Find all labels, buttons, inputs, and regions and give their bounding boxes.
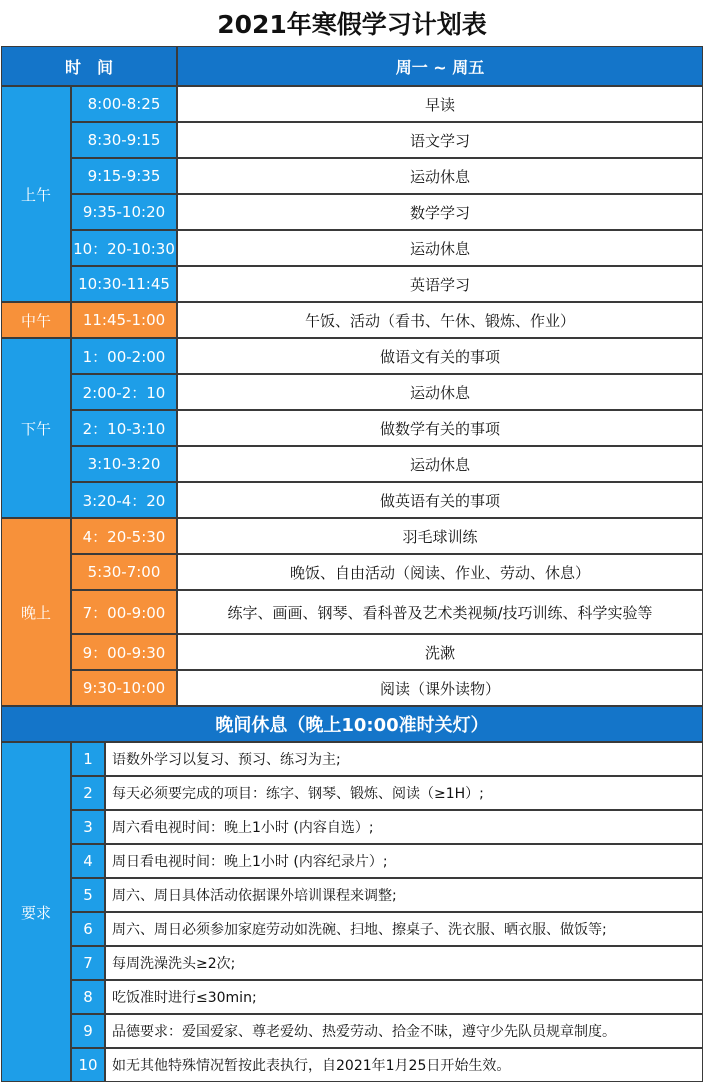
activity-cell: 阅读（课外读物） [177, 670, 703, 706]
period-label: 上午 [1, 86, 71, 302]
activity-cell: 运动休息 [177, 230, 703, 266]
time-slot: 9:30-10:00 [71, 670, 177, 706]
requirement-number: 8 [71, 980, 105, 1014]
activity-cell: 早读 [177, 86, 703, 122]
time-slot: 1：00-2:00 [71, 338, 177, 374]
requirement-text: 品德要求：爱国爱家、尊老爱幼、热爱劳动、拾金不昧，遵守少先队员规章制度。 [105, 1014, 703, 1048]
time-slot: 3:10-3:20 [71, 446, 177, 482]
requirement-number: 10 [71, 1048, 105, 1082]
time-slot: 4：20-5:30 [71, 518, 177, 554]
time-slot: 11:45-1:00 [71, 302, 177, 338]
time-slot: 8:30-9:15 [71, 122, 177, 158]
activity-cell: 做数学有关的事项 [177, 410, 703, 446]
requirement-number: 9 [71, 1014, 105, 1048]
requirement-text: 如无其他特殊情况暂按此表执行，自2021年1月25日开始生效。 [105, 1048, 703, 1082]
page-title: 2021年寒假学习计划表 [217, 10, 487, 39]
header-days: 周一 ~ 周五 [177, 46, 703, 86]
time-slot: 9:15-9:35 [71, 158, 177, 194]
time-slot: 9：00-9:30 [71, 634, 177, 670]
time-slot: 5:30-7:00 [71, 554, 177, 590]
requirement-text: 每周洗澡洗头≥2次; [105, 946, 703, 980]
period-label: 下午 [1, 338, 71, 518]
time-slot: 2：10-3:10 [71, 410, 177, 446]
activity-cell: 运动休息 [177, 446, 703, 482]
period-label: 晚上 [1, 518, 71, 706]
requirements-label: 要求 [1, 742, 71, 1082]
header-time: 时 间 [1, 46, 177, 86]
activity-cell: 数学学习 [177, 194, 703, 230]
requirement-text: 周六、周日具体活动依据课外培训课程来调整; [105, 878, 703, 912]
requirement-text: 语数外学习以复习、预习、练习为主; [105, 742, 703, 776]
activity-cell: 午饭、活动（看书、午休、锻炼、作业） [177, 302, 703, 338]
activity-cell: 洗漱 [177, 634, 703, 670]
requirement-number: 1 [71, 742, 105, 776]
requirement-text: 周日看电视时间：晚上1小时 (内容纪录片）; [105, 844, 703, 878]
requirement-text: 吃饭准时进行≤30min; [105, 980, 703, 1014]
activity-cell: 练字、画画、钢琴、看科普及艺术类视频/技巧训练、科学实验等 [177, 590, 703, 634]
activity-cell: 羽毛球训练 [177, 518, 703, 554]
requirement-number: 6 [71, 912, 105, 946]
activity-cell: 做语文有关的事项 [177, 338, 703, 374]
requirement-number: 3 [71, 810, 105, 844]
activity-cell: 语文学习 [177, 122, 703, 158]
activity-cell: 英语学习 [177, 266, 703, 302]
requirement-text: 周六、周日必须参加家庭劳动如洗碗、扫地、擦桌子、洗衣服、晒衣服、做饭等; [105, 912, 703, 946]
activity-cell: 运动休息 [177, 158, 703, 194]
requirement-number: 4 [71, 844, 105, 878]
period-label: 中午 [1, 302, 71, 338]
requirement-number: 2 [71, 776, 105, 810]
time-slot: 10：20-10:30 [71, 230, 177, 266]
time-slot: 2:00-2：10 [71, 374, 177, 410]
time-slot: 8:00-8:25 [71, 86, 177, 122]
requirement-number: 5 [71, 878, 105, 912]
requirement-number: 7 [71, 946, 105, 980]
requirement-text: 周六看电视时间：晚上1小时 (内容自选）; [105, 810, 703, 844]
night-rest-banner: 晚间休息（晚上10:00准时关灯） [1, 706, 703, 742]
time-slot: 10:30-11:45 [71, 266, 177, 302]
time-slot: 7：00-9:00 [71, 590, 177, 634]
activity-cell: 做英语有关的事项 [177, 482, 703, 518]
requirement-text: 每天必须要完成的项目：练字、钢琴、锻炼、阅读（≥1H）; [105, 776, 703, 810]
activity-cell: 晚饭、自由活动（阅读、作业、劳动、休息） [177, 554, 703, 590]
time-slot: 9:35-10:20 [71, 194, 177, 230]
time-slot: 3:20-4：20 [71, 482, 177, 518]
activity-cell: 运动休息 [177, 374, 703, 410]
